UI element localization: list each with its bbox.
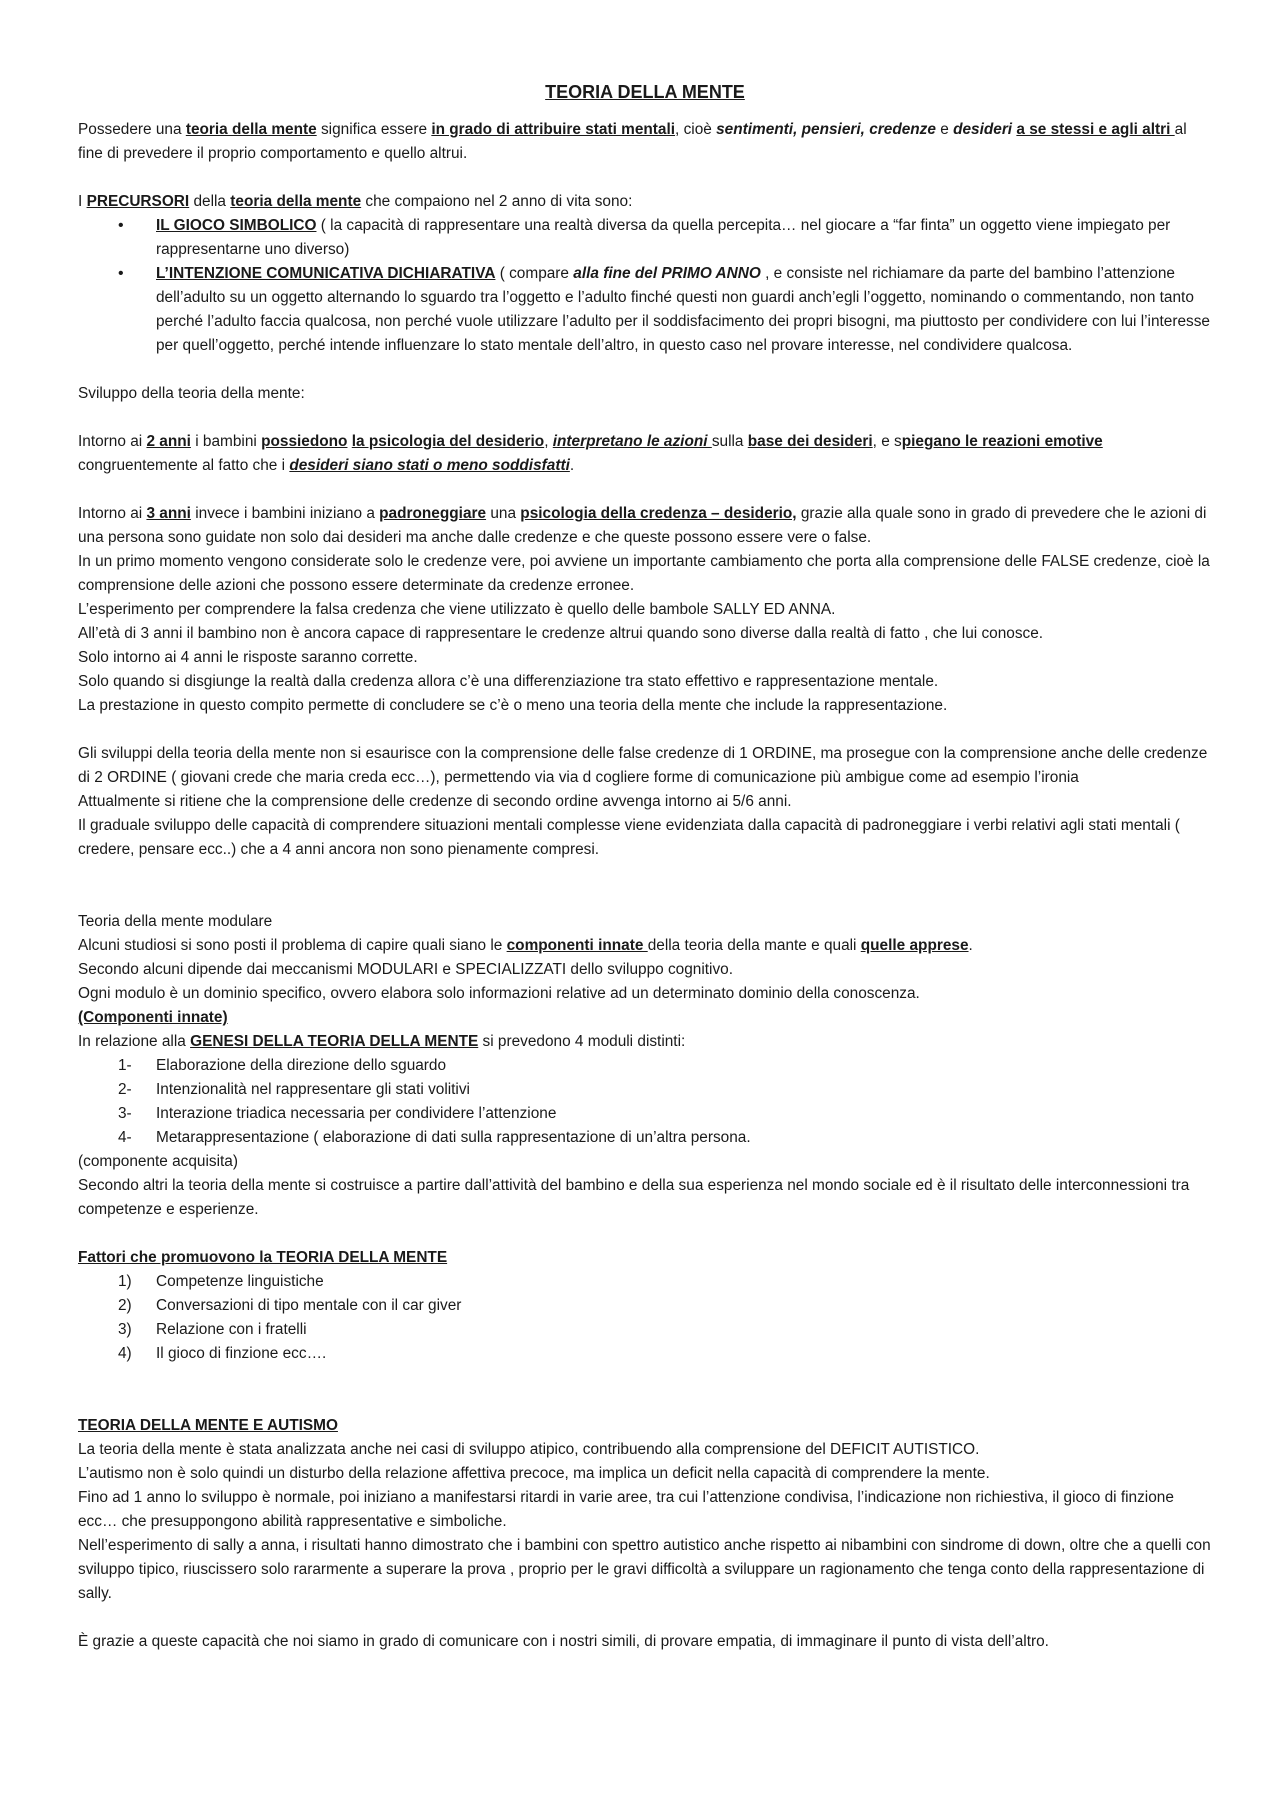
text-line: La prestazione in questo compito permette di concludere se c’è o meno una teoria della mente che include la rappresentazione. <box>78 697 948 714</box>
text-line: La teoria della mente è stata analizzata anche nei casi di sviluppo atipico, contribuendo alla comprensione del DEFICIT AUTISTICO. <box>78 1441 980 1458</box>
list-item: 2- Intenzionalità nel rappresentare gli stati volitivi <box>118 1081 470 1098</box>
text-line: Alcuni studiosi si sono posti il problema di capire quali siano le componenti innate della teoria della mante e quali quelle apprese. <box>78 937 973 954</box>
intro-paragraph: Possedere una teoria della mente significa essere in grado di attribuire stati mentali, cioè sentimenti, pensieri, credenze e desideri a se stessi e agli altri al fine di prevedere il proprio comportamento e quello altrui. <box>78 121 1187 162</box>
list-item: 1) Competenze linguistiche <box>118 1273 324 1290</box>
text-line: L’esperimento per comprendere la falsa credenza che viene utilizzato è quello delle bambole SALLY ED ANNA. <box>78 601 836 618</box>
text-line: Il graduale sviluppo delle capacità di comprendere situazioni mentali complesse viene evidenziata dalla capacità di padroneggiare i verbi relativi agli stati mentali ( credere, pensare ecc..) che a 4 anni ancora non sono pienamente compresi. <box>78 817 1180 858</box>
text-line: Fino ad 1 anno lo sviluppo è normale, poi iniziano a manifestarsi ritardi in varie aree, tra cui l’attenzione condivisa, l’indicazione non richiestiva, il gioco di finzione ecc… che presuppongono abilità rappresentative e simboliche. <box>78 1489 1174 1530</box>
autismo-heading: TEORIA DELLA MENTE E AUTISMO <box>78 1417 338 1434</box>
list-item: 3- Interazione triadica necessaria per condividere l’attenzione <box>118 1105 557 1122</box>
text-line: Attualmente si ritiene che la comprensione delle credenze di secondo ordine avvenga intorno ai 5/6 anni. <box>78 793 792 810</box>
text-line: Ogni modulo è un dominio specifico, ovvero elabora solo informazioni relative ad un determinato dominio della conoscenza. <box>78 985 920 1002</box>
precursori-list <box>78 214 1212 358</box>
fattori-list <box>78 1270 1212 1366</box>
text-line: Solo intorno ai 4 anni le risposte saranno corrette. <box>78 649 418 666</box>
sviluppo-3-anni: Intorno ai 3 anni invece i bambini iniziano a padroneggiare una psicologia della credenza – desiderio, grazie alla quale sono in grado di prevedere che le azioni di una persona sono guidate non solo dai desideri ma anche dalle credenze e che queste possono essere vere o false. <box>78 505 1207 546</box>
closing-line: È grazie a queste capacità che noi siamo in grado di comunicare con i nostri simili, di provare empatia, di immaginare il punto di vista dell’altro. <box>78 1633 1049 1650</box>
acquired-label: (componente acquisita) <box>78 1153 238 1170</box>
list-item: 3) Relazione con i fratelli <box>118 1321 307 1338</box>
list-item: • IL GIOCO SIMBOLICO ( la capacità di rappresentare una realtà diversa da quella percepita… nel giocare a “far finta” un oggetto viene impiegato per rappresentarne uno diverso) <box>78 214 1212 262</box>
list-item: 4- Metarappresentazione ( elaborazione di dati sulla rappresentazione di un’altra persona. <box>118 1129 751 1146</box>
list-item: • L’INTENZIONE COMUNICATIVA DICHIARATIVA ( compare alla fine del PRIMO ANNO , e consiste nel richiamare da parte del bambino l’attenzione dell’adulto su un oggetto alternando lo sguardo tra l’oggetto e l’adulto finché questi non guardi anch’egli l’oggetto, nominando o commentando, non tanto perché l’adulto faccia qualcosa, non perché vuole utilizzare l’adulto per il soddisfacimento dei propri bisogni, ma piuttosto per condividere con lui l’interesse per quell’oggetto, perché intende influenzare lo stato mentale dell’altro, in questo caso nel provare interesse, nel condividere qualcosa. <box>78 262 1212 358</box>
modulare-heading: Teoria della mente modulare <box>78 913 273 930</box>
precursori-intro: I PRECURSORI della teoria della mente che compaiono nel 2 anno di vita sono: <box>78 193 633 210</box>
modules-list <box>78 1054 1212 1150</box>
innate-label: (Componenti innate) <box>78 1009 228 1026</box>
list-item: 1- Elaborazione della direzione dello sguardo <box>118 1057 447 1074</box>
document-page <box>78 80 1212 1654</box>
text-line: Nell’esperimento di sally a anna, i risultati hanno dimostrato che i bambini con spettro autistico anche rispetto ai nibambini con sindrome di down, oltre che a quelli con sviluppo tipico, riuscissero solo rararmente a superare la prova , proprio per le gravi difficoltà a sviluppare un ragionamento che tenga conto della rappresentazione di sally. <box>78 1537 1211 1602</box>
text-line: Secondo altri la teoria della mente si costruisce a partire dall’attività del bambino e della sua esperienza nel mondo sociale ed è il risultato delle interconnessioni tra competenze e esperienze. <box>78 1177 1190 1218</box>
text-line: Gli sviluppi della teoria della mente non si esaurisce con la comprensione delle false credenze di 1 ORDINE, ma prosegue con la comprensione anche delle credenze di 2 ORDINE ( giovani crede che maria creda ecc…), permettendo via via d cogliere forme di comunicazione più ambigue come ad esempio l’ironia <box>78 745 1208 786</box>
text-line: In relazione alla GENESI DELLA TEORIA DELLA MENTE si prevedono 4 moduli distinti: <box>78 1033 686 1050</box>
text-line: Secondo alcuni dipende dai meccanismi MODULARI e SPECIALIZZATI dello sviluppo cognitivo. <box>78 961 733 978</box>
sviluppo-2-anni: Intorno ai 2 anni i bambini possiedono la psicologia del desiderio, interpretano le azioni sulla base dei desideri, e spiegano le reazioni emotive congruentemente al fatto che i desideri siano stati o meno soddisfatti. <box>78 433 1103 474</box>
sviluppo-heading: Sviluppo della teoria della mente: <box>78 385 305 402</box>
text-line: All’età di 3 anni il bambino non è ancora capace di rappresentare le credenze altrui quando sono diverse dalla realtà di fatto , che lui conosce. <box>78 625 1044 642</box>
list-item: 4) Il gioco di finzione ecc…. <box>118 1345 327 1362</box>
text-line: L’autismo non è solo quindi un disturbo della relazione affettiva precoce, ma implica un deficit nella capacità di comprendere la mente. <box>78 1465 990 1482</box>
list-item: 2) Conversazioni di tipo mentale con il car giver <box>118 1297 462 1314</box>
page-title: TEORIA DELLA MENTE <box>545 82 745 102</box>
text-line: Solo quando si disgiunge la realtà dalla credenza allora c’è una differenziazione tra stato effettivo e rappresentazione mentale. <box>78 673 939 690</box>
fattori-heading: Fattori che promuovono la TEORIA DELLA MENTE <box>78 1249 448 1266</box>
text-line: In un primo momento vengono considerate solo le credenze vere, poi avviene un importante cambiamento che porta alla comprensione delle FALSE credenze, cioè la comprensione delle azioni che possono essere determinate da credenze erronee. <box>78 553 1210 594</box>
